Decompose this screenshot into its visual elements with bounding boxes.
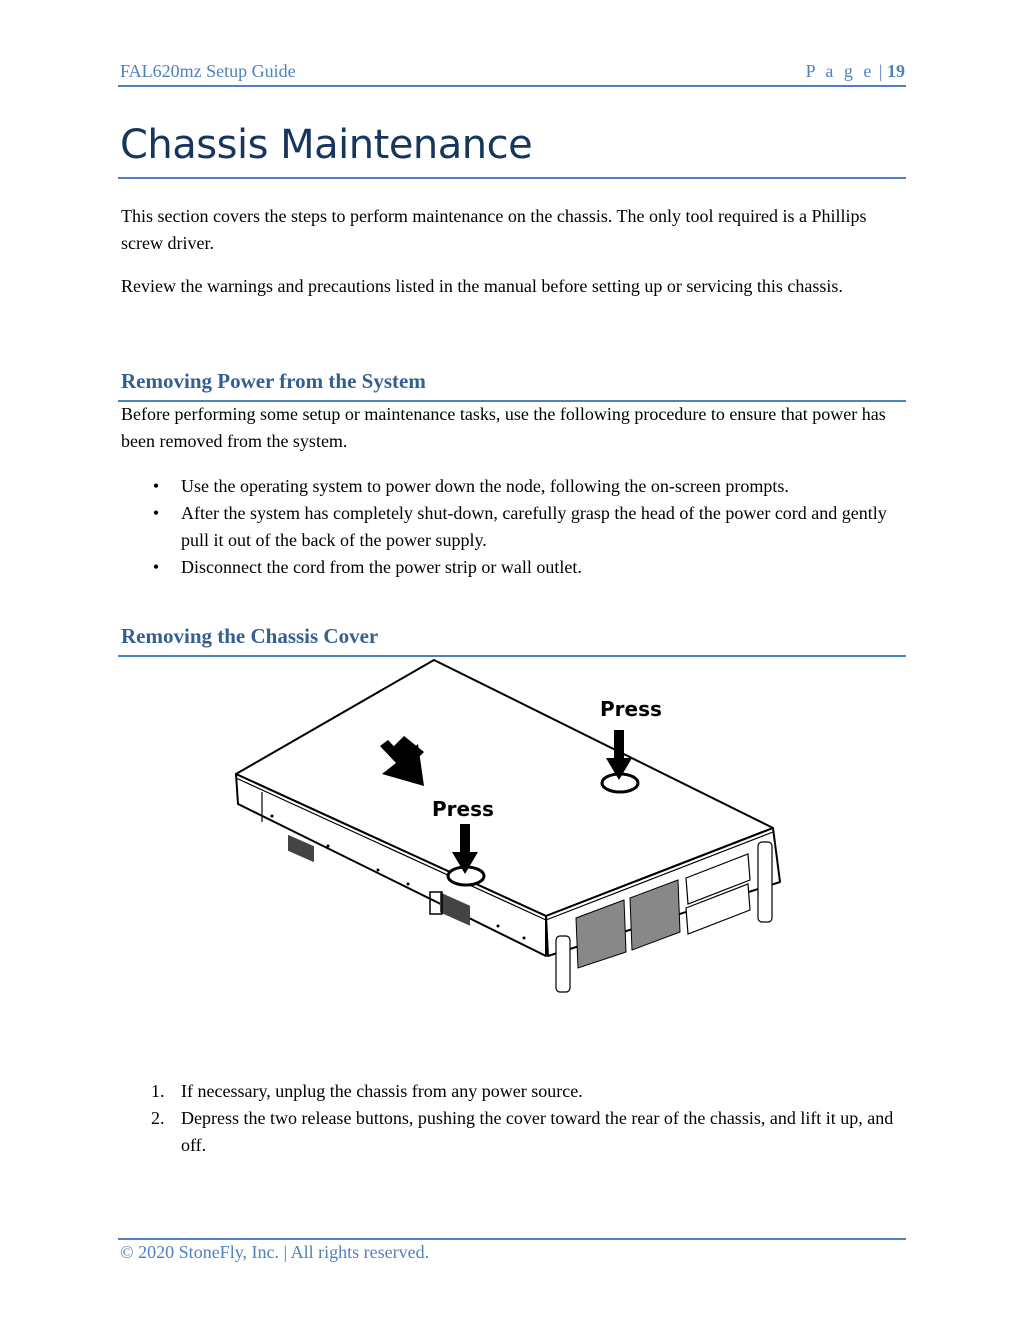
bullet-item: • After the system has completely shut-down, carefully grasp the head of the power cord and gently pull it out of the back of the power supply.	[150, 500, 900, 554]
intro-paragraph-1: This section covers the steps to perform maintenance on the chassis. The only tool required is a Phillips screw driver.	[121, 206, 867, 253]
section-heading-removing-power: Removing Power from the System	[121, 369, 426, 393]
step-number: 1.	[151, 1081, 165, 1101]
page-title: Chassis Maintenance	[120, 122, 533, 168]
step-item: 2. Depress the two release buttons, pushing the cover toward the rear of the chassis, and lift it up, and off.	[150, 1105, 900, 1159]
step-number: 2.	[151, 1108, 165, 1128]
section-heading-removing-cover: Removing the Chassis Cover	[121, 624, 379, 648]
bullet-item: • Disconnect the cord from the power strip or wall outlet.	[150, 554, 900, 581]
cover-removal-steps	[150, 1078, 900, 1159]
bullet-dot-icon: •	[152, 503, 160, 523]
intro-paragraph-2: Review the warnings and precautions listed in the manual before setting up or servicing this chassis.	[121, 276, 843, 296]
bullet-dot-icon: •	[152, 476, 160, 496]
header-rule	[118, 85, 906, 87]
step-item: 1. If necessary, unplug the chassis from any power source.	[150, 1078, 900, 1105]
press-label-front: Press	[432, 797, 494, 821]
bullet-item: • Use the operating system to power down the node, following the on-screen prompts.	[150, 473, 900, 500]
header-doc-title: FAL620mz Setup Guide	[120, 61, 296, 81]
footer-copyright: © 2020 StoneFly, Inc. | All rights reserved.	[120, 1242, 430, 1262]
page-separator: |	[874, 61, 887, 81]
title-rule	[118, 177, 906, 179]
bullet-dot-icon: •	[152, 557, 160, 577]
power-removal-bullet-list	[150, 473, 900, 581]
page-number: 19	[887, 61, 905, 81]
header-page-indicator	[806, 61, 905, 82]
section1-intro: Before performing some setup or maintenance tasks, use the following procedure to ensure that power has been removed from the system.	[121, 404, 886, 451]
press-label-rear: Press	[600, 697, 662, 721]
page-label: P a g e	[805, 61, 875, 81]
footer-rule	[118, 1238, 906, 1240]
chassis-cover-removal-illustration	[228, 656, 794, 1016]
